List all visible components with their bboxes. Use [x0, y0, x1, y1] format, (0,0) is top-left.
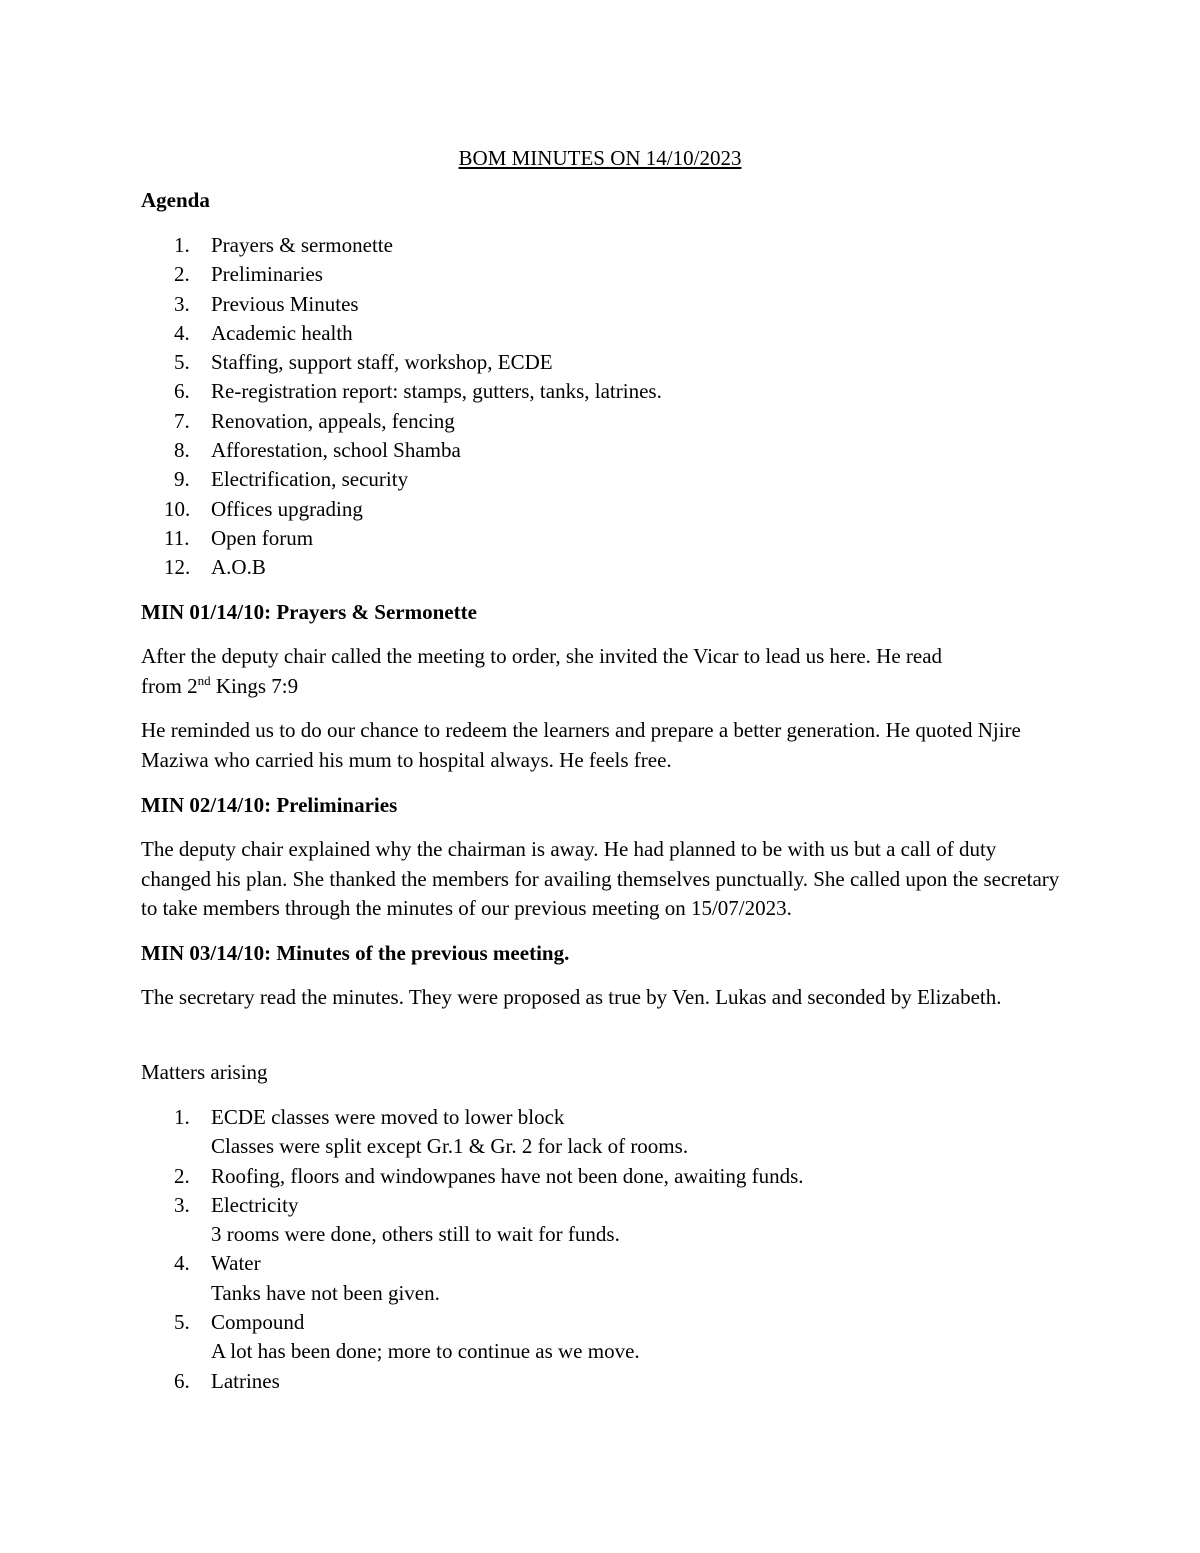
agenda-item-text: Preliminaries — [211, 262, 323, 287]
min03-paragraph: The secretary read the minutes. They were proposed as true by Ven. Lukas and seconded by Elizabeth. — [141, 985, 1002, 1009]
agenda-list — [141, 231, 1071, 583]
agenda-item — [141, 436, 1071, 465]
matters-item — [141, 1162, 1071, 1191]
document-title: BOM MINUTES ON 14/10/2023 — [458, 146, 742, 170]
agenda-item-number: 7. — [174, 408, 190, 433]
agenda-item-number: 5. — [174, 350, 190, 375]
matters-item — [141, 1367, 1071, 1396]
agenda-item-number: 11. — [164, 525, 190, 550]
matters-item-title: Latrines — [211, 1368, 280, 1393]
agenda-item-text: Renovation, appeals, fencing — [211, 408, 455, 433]
agenda-heading: Agenda — [141, 188, 210, 212]
agenda-item — [141, 495, 1071, 524]
agenda-item — [141, 260, 1071, 289]
ordinal-superscript: nd — [197, 672, 211, 688]
matters-item-title: ECDE classes were moved to lower block — [211, 1105, 565, 1129]
min01-heading: MIN 01/14/10: Prayers & Sermonette — [141, 600, 477, 624]
matters-item — [141, 1191, 1071, 1250]
agenda-item-text: Open forum — [211, 525, 314, 550]
agenda-item-number: 6. — [174, 379, 190, 404]
agenda-item — [141, 407, 1071, 436]
matters-item — [141, 1249, 1071, 1308]
matters-item-title: Electricity — [211, 1192, 299, 1217]
min01-paragraph-1 — [141, 642, 1071, 701]
agenda-item-number: 8. — [174, 438, 190, 463]
agenda-item — [141, 524, 1071, 553]
min01-p1-line2-pre: from 2 — [141, 673, 198, 698]
matters-item-title: Compound — [211, 1310, 305, 1335]
matters-item-number: 2. — [174, 1163, 190, 1188]
agenda-item-number: 9. — [174, 467, 190, 492]
agenda-item — [141, 231, 1071, 260]
agenda-item-text: Prayers & sermonette — [211, 233, 393, 257]
matters-item-number: 4. — [174, 1251, 190, 1276]
agenda-item-text: Re-registration report: stamps, gutters, tanks, latrines. — [211, 379, 662, 404]
matters-item-number: 1. — [174, 1105, 190, 1129]
matters-item-number: 5. — [174, 1310, 190, 1335]
agenda-item — [141, 319, 1071, 348]
agenda-item-number: 2. — [174, 262, 190, 287]
agenda-item-text: Offices upgrading — [211, 496, 363, 521]
min01-p1-line1: After the deputy chair called the meeting to order, she invited the Vicar to lead us here. He read — [141, 644, 943, 668]
agenda-item-text: Academic health — [211, 320, 353, 345]
agenda-item — [141, 377, 1071, 406]
agenda-item-number: 1. — [174, 233, 190, 257]
agenda-item-number: 3. — [174, 291, 190, 316]
matters-item-detail: Tanks have not been given. — [211, 1280, 440, 1305]
agenda-item-number: 4. — [174, 320, 190, 345]
min03-heading: MIN 03/14/10: Minutes of the previous meeting. — [141, 941, 570, 965]
min01-paragraph-2: He reminded us to do our chance to redeem the learners and prepare a better generation. He quoted Njire Maziwa who carried his mum to hospital always. He feels free. — [141, 718, 1021, 772]
agenda-item-text: A.O.B — [211, 555, 266, 580]
agenda-item-text: Afforestation, school Shamba — [211, 438, 461, 463]
matters-item-title: Water — [211, 1251, 261, 1276]
min01-p1-line2-post: Kings 7:9 — [210, 673, 299, 698]
matters-item — [141, 1308, 1071, 1367]
agenda-item-text: Electrification, security — [211, 467, 409, 492]
matters-item-number: 6. — [174, 1368, 190, 1393]
agenda-item-text: Staffing, support staff, workshop, ECDE — [211, 350, 553, 375]
matters-item-title: Roofing, floors and windowpanes have not been done, awaiting funds. — [211, 1163, 804, 1188]
matters-arising-list — [141, 1103, 1071, 1396]
matters-item-detail: Classes were split except Gr.1 & Gr. 2 for lack of rooms. — [211, 1134, 689, 1159]
matters-arising-heading: Matters arising — [141, 1060, 268, 1084]
agenda-item-number: 10. — [164, 496, 191, 521]
matters-item-detail: 3 rooms were done, others still to wait for funds. — [211, 1222, 620, 1247]
agenda-item-text: Previous Minutes — [211, 291, 359, 316]
agenda-item — [141, 290, 1071, 319]
agenda-item — [141, 465, 1071, 494]
matters-item-number: 3. — [174, 1192, 190, 1217]
matters-item-detail: A lot has been done; more to continue as we move. — [211, 1339, 640, 1364]
agenda-item — [141, 553, 1071, 582]
agenda-item-number: 12. — [164, 555, 191, 580]
agenda-item — [141, 348, 1071, 377]
matters-item — [141, 1103, 1071, 1162]
min02-paragraph: The deputy chair explained why the chairman is away. He had planned to be with us but a call of duty changed his plan. She thanked the members for availing themselves punctually. She called upon the secretary to take members through the minutes of our previous meeting on 15/07/2023. — [141, 837, 1060, 920]
min02-heading: MIN 02/14/10: Preliminaries — [141, 793, 398, 817]
